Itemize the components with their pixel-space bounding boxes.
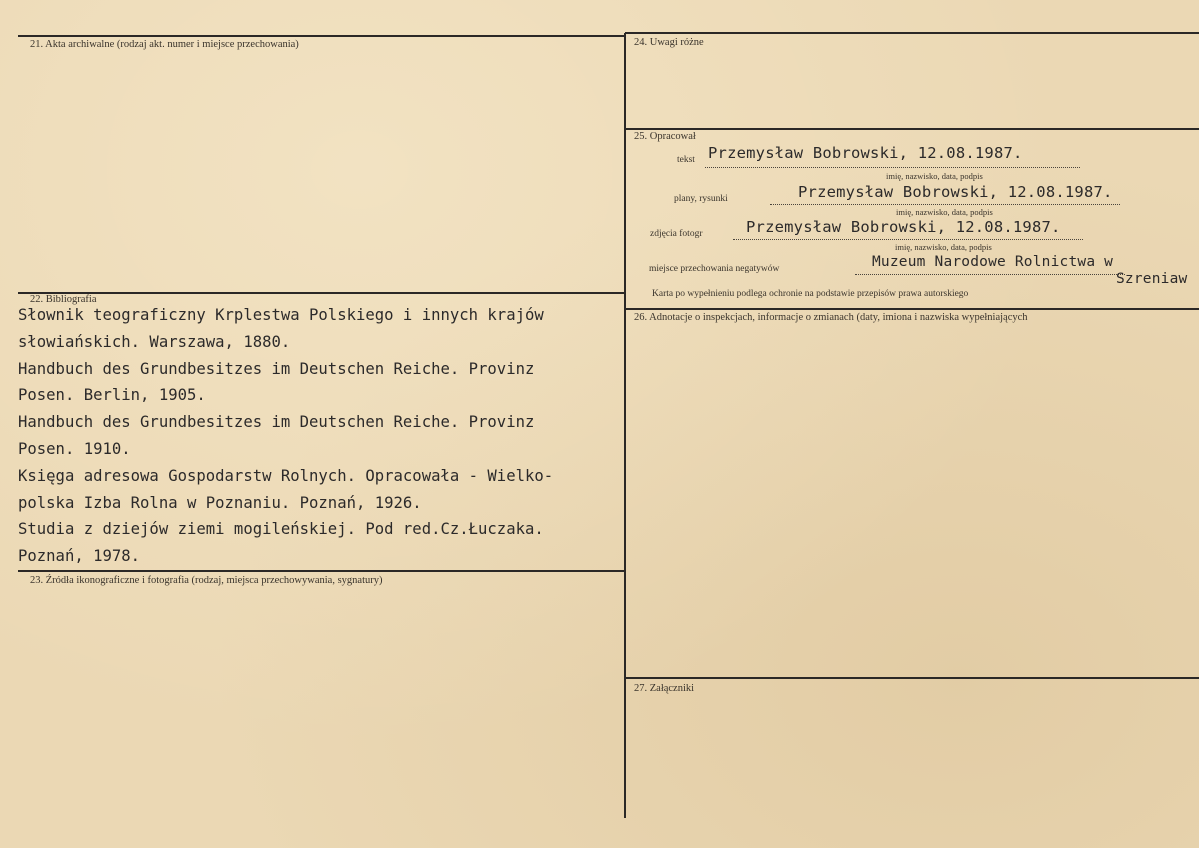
bibliography-line: Handbuch des Grundbesitzes im Deutschen Reiche. Provinz [18,413,535,432]
section-22-label: 22. Bibliografia [30,294,97,305]
section-21-label: 21. Akta archiwalne (rodzaj akt. numer i miejsce przechowania) [30,39,299,50]
zdjecia-caption: imię, nazwisko, data, podpis [895,242,992,252]
bibliography-line: słowiańskich. Warszawa, 1880. [18,332,291,351]
section-26-label: 26. Adnotacje o inspekcjach, informacje o zmianach (daty, imiona i nazwiska wypełniających [634,312,1028,323]
tekst-dotted-line [705,167,1080,168]
bibliography-line: Handbuch des Grundbesitzes im Deutschen Reiche. Provinz [18,359,535,378]
plany-label: plany, rysunki [674,194,728,204]
tekst-caption: imię, nazwisko, data, podpis [886,171,983,181]
bibliography-line: Księga adresowa Gospodarstw Rolnych. Opracowała - Wielko- [18,466,554,485]
bibliography-line: Poznań, 1978. [18,547,141,566]
plany-dotted-line [770,204,1120,205]
divider-26-27 [625,677,1199,679]
zdjecia-label: zdjęcia fotogr [650,229,703,239]
negatywy-value-line2: Szreniaw [1116,271,1188,287]
section-25-label: 25. Opracował [634,131,696,142]
divider-22-23 [18,570,625,572]
zdjecia-dotted-line [733,239,1083,240]
section-23-label: 23. Źródła ikonograficzne i fotografia (rodzaj, miejsca przechowywania, sygnatury) [30,575,383,586]
zdjecia-value: Przemysław Bobrowski, 12.08.1987. [746,218,1061,236]
plany-caption: imię, nazwisko, data, podpis [896,207,993,217]
top-border-right [625,32,1199,34]
plany-value: Przemysław Bobrowski, 12.08.1987. [798,183,1113,201]
section-27-label: 27. Załączniki [634,683,695,694]
negatywy-value-line1: Muzeum Narodowe Rolnictwa w [872,254,1114,270]
bibliography-line: Studia z dziejów ziemi mogileńskiej. Pod red.Cz.Łuczaka. [18,520,544,539]
bibliography-line: Posen. 1910. [18,439,131,458]
tekst-value: Przemysław Bobrowski, 12.08.1987. [708,144,1023,162]
bibliography-line: Słownik teograficzny Krplestwa Polskiego i innych krajów [18,306,544,324]
copyright-note: Karta po wypełnieniu podlega ochronie na podstawie przepisów prawa autorskiego [652,289,969,299]
bibliography-list [18,302,628,570]
negatywy-label: miejsce przechowania negatywów [649,264,780,274]
divider-24-25 [625,128,1199,130]
divider-25-26 [625,308,1199,310]
divider-21-22 [18,292,625,294]
section-24-label: 24. Uwagi różne [634,37,704,48]
top-border-left [18,35,625,37]
tekst-label: tekst [677,155,695,165]
bibliography-line: polska Izba Rolna w Poznaniu. Poznań, 1926. [18,493,422,512]
bibliography-line: Posen. Berlin, 1905. [18,386,206,405]
negatywy-dotted-line [855,274,1125,275]
